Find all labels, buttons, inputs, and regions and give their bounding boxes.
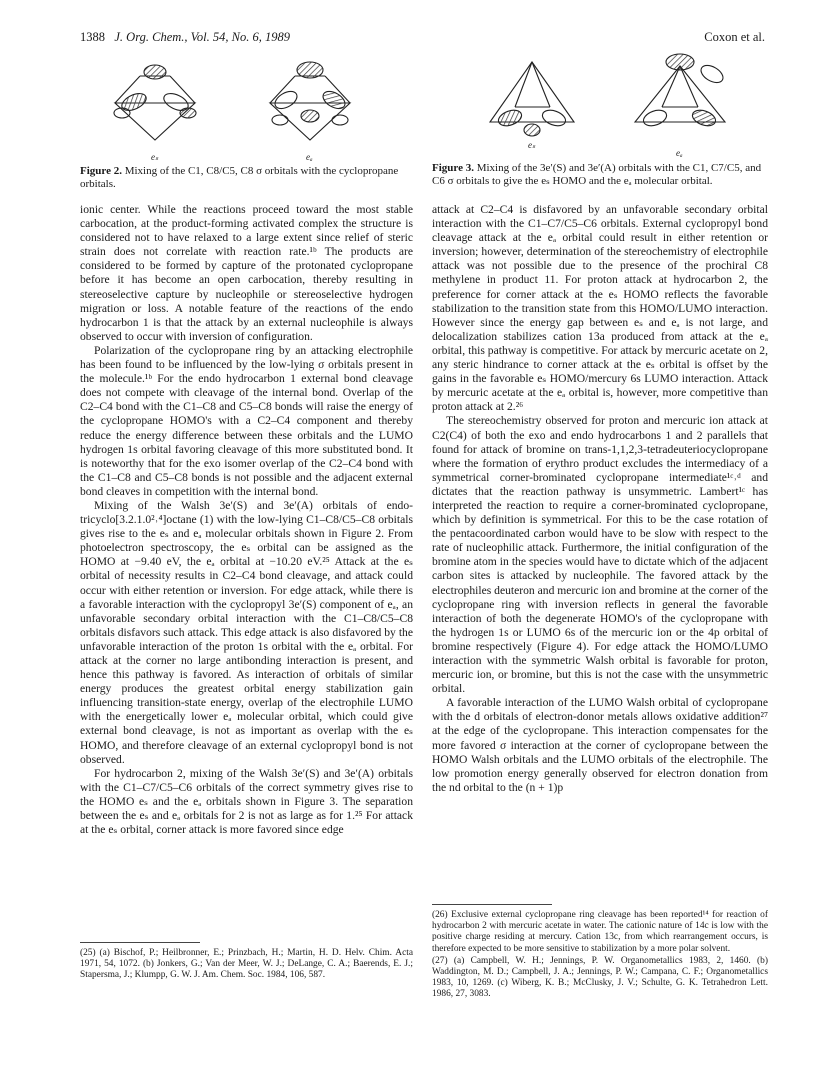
- footnote-27: (27) (a) Campbell, W. H.; Jennings, P. W. Organometallics 1983, 2, 1460. (b) Waddington, M. D.; Campbell, J. A.; Jennings, P. W.; Campana, C. F.; Organometallics 1983, 10, 1269. (c) Wiberg, K. B.; McClusky, J. V.; Schulte, G. K. Tetrahedron Lett. 1986, 27, 3083.: [432, 955, 768, 1000]
- journal-citation: J. Org. Chem., Vol. 54, No. 6, 1989: [114, 30, 290, 44]
- orbital-diagram-es: [114, 65, 196, 140]
- running-header: [80, 30, 290, 45]
- running-authors: Coxon et al.: [704, 30, 765, 44]
- page-number: 1388: [80, 30, 105, 44]
- footnote-25: (25) (a) Bischof, P.; Heilbronner, E.; Prinzbach, H.; Martin, H. D. Helv. Chim. Acta 1971, 54, 1072. (b) Jonkers, G.; Van der Meer, W. J.; DeLange, C. A.; Baerends, E. J.; Stapersma, J.; Klumpp, G. W. J. Am. Chem. Soc. 1984, 106, 587.: [80, 948, 413, 981]
- orbital-diagram-ea: [270, 62, 350, 140]
- right-paragraph-1: attack at C2–C4 is disfavored by an unfavorable secondary orbital interaction with the C1–C7/C5–C6 orbitals. External cyclopropyl bond cleavage attack at the eₐ orbital could result in either retention or inversion; however, determination of the stereochemistry of electrophile attack was not possible due to the presence of the prochiral C8 methylene in product 11. For proton attack at hydrocarbon 2, the preference for corner attack at the eₛ HOMO reflects the favorable stabilization to the transition state from this HOMO/LUMO interaction. However since the energy gap between eₛ and eₐ is not large, and delocalization stabilizes cation 13a produced from attack at the eₐ orbital, this pathway is competitive. For attack by mercuric acetate on 2, any steric hindrance to corner attack at the eₛ orbital is offset by the gains in the favorable eₛ HOMO/mercury 6s LUMO interaction. Attack by mercuric acetate at the eₐ orbital is, however, more competitive than proton attack at 2.²⁶: [432, 203, 768, 414]
- figure-2-caption-label: Figure 2.: [80, 165, 122, 177]
- right-paragraph-3: A favorable interaction of the LUMO Walsh orbital of cyclopropane with the d orbitals of electron-donor metals allows oxidative addition²⁷ at the edge of the cyclopropane. This interaction compensates for the more favored σ interaction at the corner of cyclopropane between the HOMO Walsh orbitals and the LUMO orbitals of the electrophile. The low promotion energy generally observed for electron donation from the nd orbital to the (n + 1)p: [432, 696, 768, 794]
- figure-2-caption: [80, 165, 415, 191]
- left-paragraph-1: ionic center. While the reactions proceed toward the most stable carbocation, at the product-forming activated complex the structure is considered not to have relaxed to a large extent since relief of steric strain does not correlate with reaction rate.¹ᵇ The products are considered to be formed by capture of the protonated cyclopropane before it has become an open carbocation, thereby resulting in stereoselective capture by nucleophile or stereoselective hydrogen migration or loss. A notable feature of the reactions of the endo hydrocarbon 1 is that the attack by an external nucleophile is always observed to occur with inversion of configuration.: [80, 203, 413, 343]
- left-column: [80, 203, 413, 837]
- left-paragraph-3: Mixing of the Walsh 3e′(S) and 3e′(A) orbitals of endo-tricyclo[3.2.1.0²˒⁴]octane (1) with the low-lying C1–C8/C5–C8 orbitals gives rise to the eₛ and eₐ molecular orbitals shown in Figure 2. From photoelectron spectroscopy, the eₛ orbital can be assigned as the HOMO at −9.40 eV, the eₐ orbital at −10.20 eV.²⁵ Attack at the eₛ orbital of necessity results in C2–C4 bond cleavage, and attack could occur with either retention or inversion. For edge attack, while there is a favorable interaction with the cyclopropyl 3e′(S) component of eₐ, an unfavorable secondary orbital interaction with the C1–C8/C5–C8 orbitals disfavors such attack. This edge attack is also disfavored by the unfavorable interaction of the proton 1s orbital with the eₐ orbital. For attack at the corner no large antibonding interaction is present, and hence this pathway is favored. As interaction of orbitals of similar energy produces the greatest orbital energy stabilization gain influencing transition-state energy, overlap of the electrophile LUMO with the energetically lower eₐ molecular orbital, which could give external bond cleavage, is not as important as overlap with the eₛ HOMO, and therefore cleavage of an external cyclopropyl bond is not observed.: [80, 498, 413, 766]
- footnotes-right: [432, 910, 768, 1002]
- right-paragraph-2: The stereochemistry observed for proton and mercuric ion attack at C2(C4) of both the exo and endo hydrocarbons 1 and 2 parallels that found for attack of bromine on trans-1,1,2,3-tetradeuteriocyclopropane where the formation of erythro product excludes the intermediacy of a symmetrical corner-brominated cyclopropane intermediate¹ᶜ˒ᵈ and dictates that the reaction pathway is unsymmetric. Lambert¹ᶜ has interpreted the reaction to require a corner-brominated cyclopropane, which by definition is symmetrical. For this to be the case rotation of the pentacoordinated carbon would have to be slow with respect to the rate of nucleophilic attack. Furthermore, the initial configuration of the bromine atom in the species would have to dictate which of the adjacent carbon sites is attacked by nucleophile. The favored attack by the electrophiles deuteron and mercuric ion and bromine at the corner of the cyclopropane ring with inversion reflects in general the favorable interaction of both the degenerate HOMO's of the cyclopropane with the hydrogen 1s or LUMO 6s of the mercuric ion or the 4p orbital of bromine respectively (Figure 4). For edge attack the HOMO/LUMO interaction with the symmetric Walsh orbital is favorable for proton, mercuric ion, or bromine, but this is not the case with the unsymmetric orbital.: [432, 414, 768, 696]
- figure-3-label-ea: eₐ: [676, 148, 683, 158]
- figure-3-caption: [432, 162, 769, 188]
- figure-3: [470, 52, 760, 160]
- left-paragraph-2: Polarization of the cyclopropane ring by an attacking electrophile has been found to be influenced by the low-lying σ orbitals present in the molecule.¹ᵇ For the endo hydrocarbon 1 external bond cleavage does not compete with cleavage of the internal bond. Overlap of the C2–C4 bond with the C1–C8 and C5–C8 bonds will raise the energy of the cyclopropane HOMO's with a C2–C4 component and thereby reduce the energy difference between these orbitals and the LUMO hydrogen 1s orbital favoring cleavage of this more substituted bond. It is noteworthy that for the exo isomer overlap of the C2–C4 bond with the C1–C8 and C5–C8 bonds is not possible and the adjacent external bond cleaves in competition with the internal bond.: [80, 343, 413, 498]
- figure-3-caption-text: Mixing of the 3e′(S) and 3e′(A) orbitals with the C1, C7/C5, and C6 σ orbitals to give the eₛ HOMO and the eₐ molecular orbital.: [432, 162, 762, 187]
- footnote-rule-left: [80, 942, 200, 943]
- figure-2: [100, 58, 400, 166]
- figure-2-caption-text: Mixing of the C1, C8/C5, C8 σ orbitals with the cyclopropane orbitals.: [80, 165, 399, 190]
- figure-2-drawing: [100, 58, 400, 166]
- footnote-26: (26) Exclusive external cyclopropane ring cleavage has been reported¹⁴ for reaction of hydrocarbon 2 with mercuric acetate in water. The cationic nature of 14c is low with the positive charge residing at mercury. Cation 13c, from which rearrangement occurs, is therefore expected to be more sensitive to stabilization by a more polar solvent.: [432, 910, 768, 954]
- figure-2-label-ea: eₐ: [306, 152, 313, 162]
- footnote-rule-right: [432, 904, 552, 905]
- orbital-diagram-es-3: [490, 62, 574, 136]
- footnotes-left: [80, 948, 413, 983]
- figure-3-caption-label: Figure 3.: [432, 162, 474, 174]
- figure-3-label-es: eₛ: [528, 140, 536, 150]
- left-paragraph-4: For hydrocarbon 2, mixing of the Walsh 3e′(S) and 3e′(A) orbitals with the C1–C7/C5–C6 orbitals of the correct symmetry gives rise to the HOMO eₛ and the eₐ orbitals shown in Figure 3. The separation between the eₛ and eₐ orbitals for 2 is not as large as for 1.²⁵ For attack at the eₛ orbital, corner attack is more favored since edge: [80, 766, 413, 837]
- figure-2-label-es: eₛ: [151, 152, 159, 162]
- figure-3-drawing: [470, 52, 760, 160]
- right-column: [432, 203, 768, 795]
- orbital-diagram-ea-3: [635, 54, 726, 129]
